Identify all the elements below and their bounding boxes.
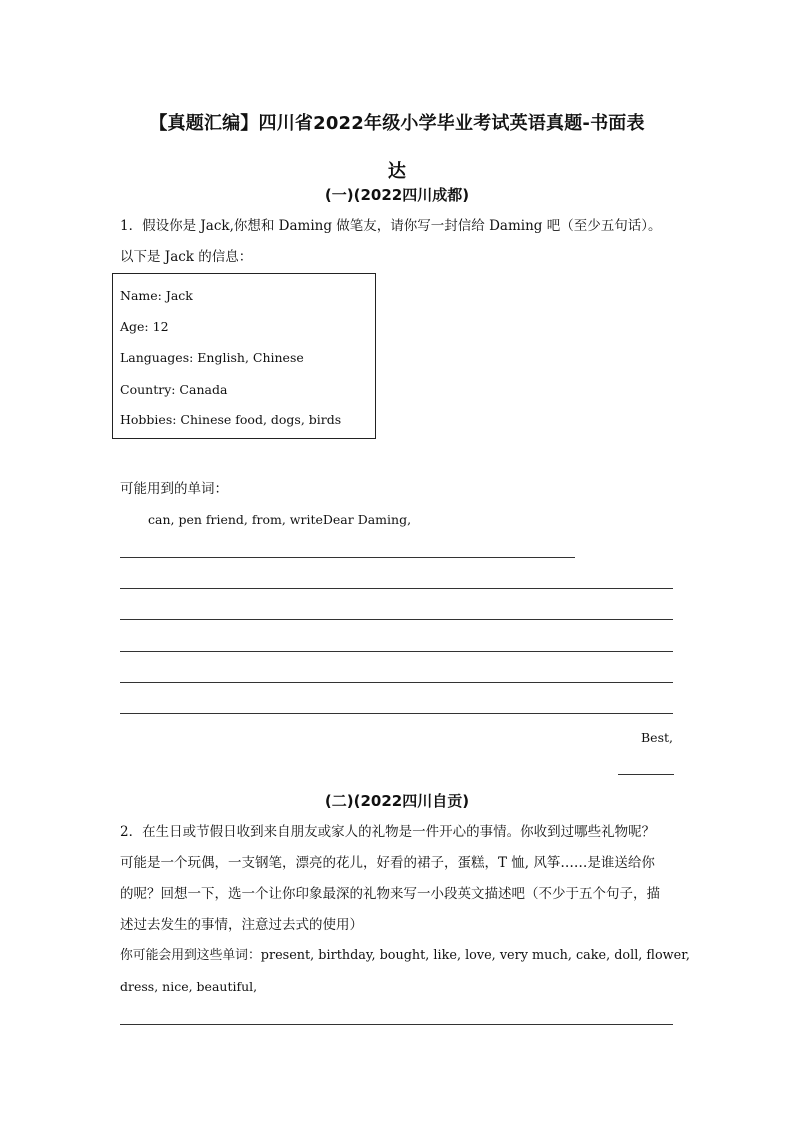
section-1-heading: (一)(2022四川成都) xyxy=(324,186,470,204)
writing-line xyxy=(120,651,673,652)
suggested-words: can, pen friend, from, writeDear Daming, xyxy=(148,512,412,527)
writing-line xyxy=(120,619,673,620)
writing-line xyxy=(120,713,673,714)
sign-off: Best, xyxy=(641,730,673,745)
section-2-heading: (二)(2022四川自贡) xyxy=(324,792,470,810)
writing-line xyxy=(120,557,575,558)
question-2-words: 你可能会用到这些单词：present, birthday, bought, like, love, very much, cake, doll, flower, xyxy=(120,948,690,963)
question-1-text: 1．假设你是 Jack,你想和 Daming 做笔友，请你写一封信给 Daming 吧（至少五句话）。 xyxy=(120,218,662,234)
question-2-line: 可能是一个玩偶，一支钢笔，漂亮的花儿，好看的裙子，蛋糕，T 恤, 风筝……是谁送给你 xyxy=(120,855,655,871)
writing-line xyxy=(120,588,673,589)
writing-line xyxy=(120,682,673,683)
info-hobbies: Hobbies: Chinese food, dogs, birds xyxy=(120,412,342,427)
document-title xyxy=(110,100,684,196)
title-line-1: 【真题汇编】四川省2022年级小学毕业考试英语真题-书面表 xyxy=(149,113,645,134)
title-line-2: 达 xyxy=(387,161,407,182)
info-age: Age: 12 xyxy=(120,319,169,334)
question-2-line: 述过去发生的事情，注意过去式的使用） xyxy=(120,917,363,933)
signature-line xyxy=(618,774,674,775)
question-2-line: 2．在生日或节假日收到来自朋友或家人的礼物是一件开心的事情。你收到过哪些礼物呢？ xyxy=(120,824,656,840)
info-name: Name: Jack xyxy=(120,288,193,303)
question-2-line: 的呢？回想一下，选一个让你印象最深的礼物来写一小段英文描述吧（不少于五个句子，描 xyxy=(120,886,660,902)
writing-line xyxy=(120,1024,673,1025)
words-label: 可能用到的单词： xyxy=(120,481,228,497)
info-intro: 以下是 Jack 的信息： xyxy=(120,249,253,265)
jack-info-box xyxy=(112,273,376,439)
question-2-words-cont: dress, nice, beautiful, xyxy=(120,979,258,994)
info-languages: Languages: English, Chinese xyxy=(120,350,304,365)
info-country: Country: Canada xyxy=(120,382,228,397)
